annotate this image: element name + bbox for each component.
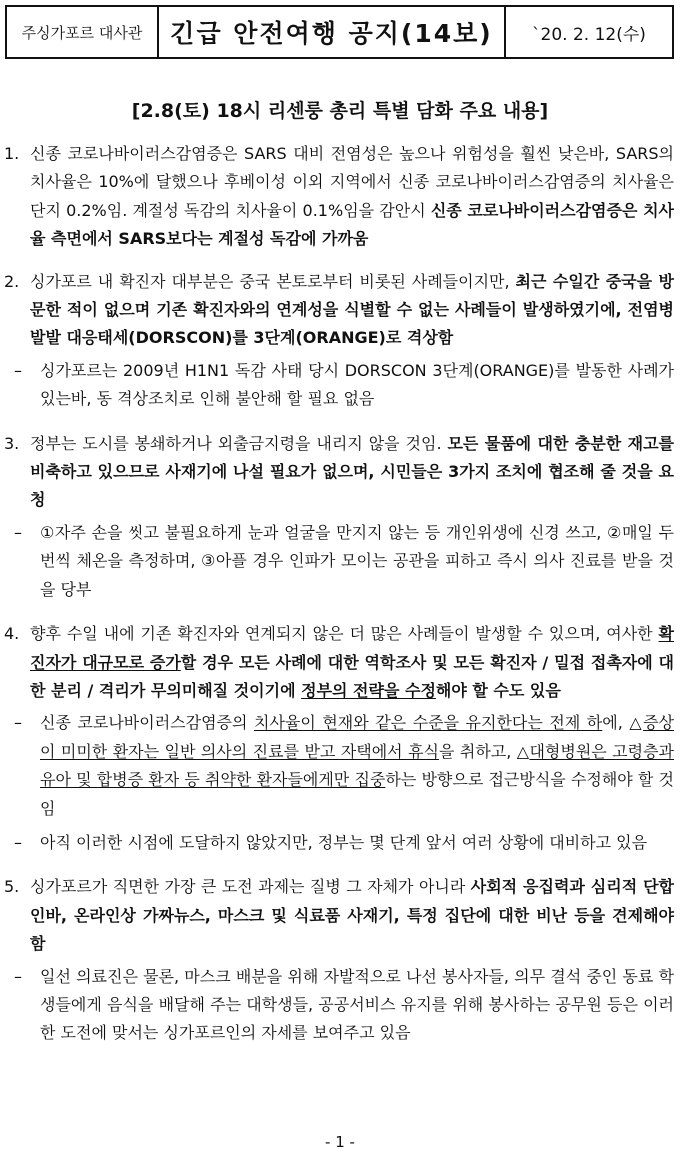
notice-title: 긴급 안전여행 공지(14보): [159, 7, 506, 57]
item-text-bold: 사회적 응집력과 심리적 단합인바, 온라인상 가짜뉴스, 마스크 및 식료품 사재기, 특정 집단에 대한 비난 등을 견제해야 함: [30, 877, 674, 954]
item-3: [0, 430, 680, 515]
item-text-bold: 해야 할 수도 있음: [435, 680, 561, 700]
dash-marker: –: [14, 713, 22, 733]
item-number: 3.: [4, 433, 20, 453]
section-subtitle: [2.8(토) 18시 리센룽 총리 특별 담화 주요 내용]: [131, 100, 549, 122]
notice-header: [5, 5, 674, 59]
bullet-text: 에, △: [602, 713, 644, 733]
item-number: 5.: [4, 877, 20, 897]
notice-body: [0, 140, 680, 1064]
item-5-bullet: [0, 963, 680, 1048]
item-text-bold-underline: 확진자가 대규모로 증가: [30, 624, 674, 672]
item-2-bullet: [0, 357, 680, 414]
bullet-text: 일선 의료진은 물론, 마스크 배분을 위해 자발적으로 나선 봉사자들, 의무 결석 중인 동료 학생들에게 음식을 배달해 주는 대학생들, 공공서비스 유지를 위해 봉사하는 공무원 등은 이러한 도전에 맞서는 싱가포르인의 자세를 보여주고 있음: [40, 966, 674, 1043]
bullet-text: 싱가포르는 2009년 H1N1 독감 사태 당시 DORSCON 3단계(ORANGE)를 발동한 사례가 있는바, 동 격상조치로 인해 불안해 할 필요 없음: [40, 360, 674, 409]
embassy-name: 주싱가포르 대사관: [7, 7, 159, 57]
item-2: [0, 268, 680, 353]
item-number: 1.: [4, 144, 20, 163]
item-text: 싱가포르 내 확진자 대부분은 중국 본토로부터 비롯된 사례들이지만,: [30, 271, 516, 291]
bullet-text: 아직 이러한 시점에 도달하지 않았지만, 정부는 몇 단계 앞서 여러 상황에 대비하고 있음: [40, 832, 648, 852]
item-text-bold: 모든 물품에 대한 충분한 재고를 비축하고 있으므로 사재기에 나설 필요가 없으며, 시민들은 3가지 조치에 협조해 줄 것을 요청: [30, 433, 674, 510]
bullet-text-underline: 치사율이 현재와 같은 수준을 유지한다는 전제 하: [253, 713, 603, 733]
item-text: 싱가포르가 직면한 가장 큰 도전 과제는 질병 그 자체가 아니라: [30, 877, 471, 897]
item-number: 2.: [4, 271, 20, 291]
item-text-bold: 할 경우 모든 사례에 대한 역학조사 및 모든 확진자 / 밀접 접촉자에 대한 분리 / 격리가 무의미해질 것이기에: [30, 652, 674, 700]
item-number: 4.: [4, 624, 20, 644]
bullet-text: ①자주 손을 씻고 불필요하게 눈과 얼굴을 만지지 않는 등 개인위생에 신경 쓰고, ②매일 두 번씩 체온을 측정하며, ③아플 경우 인파가 모이는 공관을 피하고 즉시 의사 진료를 받을 것을 당부: [40, 522, 674, 599]
item-5: [0, 873, 680, 958]
item-text-bold: 최근 수일간 중국을 방문한 적이 없으며 기존 확진자와의 연계성을 식별할 수 없는 사례들이 발생하였기에, 전염병 발발 대응태세(DORSCON)를 3단계(ORANGE)로 격상함: [30, 271, 674, 348]
notice-date: `20. 2. 12(수): [532, 24, 646, 45]
item-4-bullet-2: [0, 829, 680, 857]
bullet-text-underline: 증상이 미미한 환자는 일반 의사의 진료를 받고 자택에서 휴식: [40, 713, 674, 761]
item-text-bold: 신종 코로나바이러스감염증은 치사율 측면에서 SARS보다는 계절성 독감에 가까움: [30, 200, 674, 249]
bullet-text-underline: 대형병원은 고령층과 유아 및 합병증 환자 등 취약한 환자들에게만 집중: [40, 741, 674, 790]
item-4-bullet-1: [0, 709, 680, 823]
dash-marker: –: [14, 966, 22, 986]
bullet-text: 신종 코로나바이러스감염증의: [40, 713, 254, 733]
dash-marker: –: [14, 522, 22, 542]
dash-marker: –: [14, 832, 22, 852]
item-text: 향후 수일 내에 기존 확진자와 연계되지 않은 더 많은 사례들이 발생할 수 있으며, 여사한: [30, 624, 659, 644]
item-1: [0, 140, 680, 254]
item-text-bold-underline: 정부의 전략을 수정: [301, 680, 436, 700]
page-number: - 1 -: [325, 1133, 355, 1151]
item-text: 신종 코로나바이러스감염증은 SARS 대비 전염성은 높으나 위험성을 훨씬 낮은바, SARS의 치사율은 10%에 달했으나 후베이성 이외 지역에서 신종 코로나바이러스감염증의 치사율은 단지 0.2%임. 계절성 독감의 치사율이 0.1%임을 감안시: [30, 144, 674, 220]
item-4: [0, 620, 680, 705]
bullet-text: 을 취하고, △: [439, 741, 530, 761]
item-3-bullet: [0, 519, 680, 604]
bullet-text: 하는 방향으로 접근방식을 수정해야 할 것임: [40, 770, 674, 818]
item-text: 정부는 도시를 봉쇄하거나 외출금지령을 내리지 않을 것임.: [30, 433, 448, 453]
dash-marker: –: [14, 360, 22, 380]
